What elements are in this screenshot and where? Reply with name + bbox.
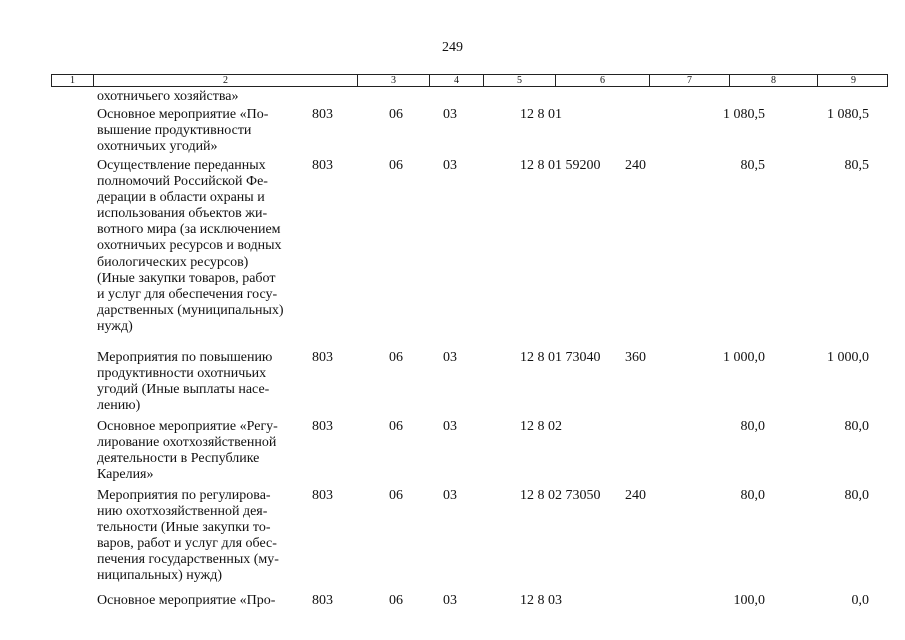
cell-subsection: 03 bbox=[443, 488, 457, 503]
row-description: Мероприятия по повышению продуктивности охотничьих угодий (Иные выплаты насе- лению) bbox=[97, 350, 273, 414]
cell-ministry-code: 803 bbox=[312, 419, 333, 434]
row-description: Мероприятия по регулирова- нию охотхозяйственной дея- тельности (Иные закупки то- варов, работ и услуг для обес- печения государственных (му- ниципальных) нужд) bbox=[97, 488, 279, 584]
cell-section: 06 bbox=[389, 350, 403, 365]
cell-ministry-code: 803 bbox=[312, 350, 333, 365]
cell-target-article: 12 8 02 73050 bbox=[520, 488, 601, 503]
cell-amount-col9: 0,0 bbox=[851, 593, 869, 608]
row-description: Осуществление переданных полномочий Российской Фе- дерации в области охраны и использования объектов жи- вотного мира (за исключением охотничьих ресурсов и водных биологических ресурсов) (Иные закупки товаров, работ и услуг для обеспечения госу- дарственных (муниципальных) нужд) bbox=[97, 158, 284, 334]
cell-subsection: 03 bbox=[443, 107, 457, 122]
row-description: Основное мероприятие «Регу- лирование охотхозяйственной деятельности в Республике Карелия» bbox=[97, 419, 278, 483]
cell-section: 06 bbox=[389, 107, 403, 122]
column-header-1: 1 bbox=[52, 75, 94, 86]
cell-subsection: 03 bbox=[443, 350, 457, 365]
cell-amount-col8: 80,0 bbox=[740, 488, 765, 503]
cell-section: 06 bbox=[389, 158, 403, 173]
column-header-2: 2 bbox=[94, 75, 358, 86]
cell-amount-col8: 100,0 bbox=[733, 593, 765, 608]
cell-amount-col8: 1 000,0 bbox=[723, 350, 765, 365]
cell-ministry-code: 803 bbox=[312, 158, 333, 173]
cell-expense-type: 240 bbox=[625, 158, 646, 173]
cell-target-article: 12 8 02 bbox=[520, 419, 562, 434]
column-header-6: 6 bbox=[556, 75, 650, 86]
row-description: Основное мероприятие «Про- bbox=[97, 593, 276, 608]
cell-target-article: 12 8 01 73040 bbox=[520, 350, 601, 365]
cell-amount-col9: 80,0 bbox=[844, 488, 869, 503]
cell-subsection: 03 bbox=[443, 419, 457, 434]
column-header-9: 9 bbox=[851, 75, 856, 86]
cell-expense-type: 240 bbox=[625, 488, 646, 503]
cell-target-article: 12 8 01 59200 bbox=[520, 158, 601, 173]
cell-amount-col9: 80,0 bbox=[844, 419, 869, 434]
table-column-header bbox=[51, 74, 888, 87]
cell-ministry-code: 803 bbox=[312, 593, 333, 608]
cell-amount-col9: 80,5 bbox=[844, 158, 869, 173]
cell-target-article: 12 8 03 bbox=[520, 593, 562, 608]
column-header-7: 7 bbox=[650, 75, 730, 86]
cell-amount-col8: 80,5 bbox=[740, 158, 765, 173]
cell-ministry-code: 803 bbox=[312, 107, 333, 122]
cell-ministry-code: 803 bbox=[312, 488, 333, 503]
cell-amount-col8: 1 080,5 bbox=[723, 107, 765, 122]
page-number: 249 bbox=[442, 40, 463, 55]
cell-target-article: 12 8 01 bbox=[520, 107, 562, 122]
cell-subsection: 03 bbox=[443, 158, 457, 173]
row-description: Основное мероприятие «По- вышение продуктивности охотничьих угодий» bbox=[97, 107, 269, 155]
cell-amount-col9: 1 000,0 bbox=[827, 350, 869, 365]
cell-section: 06 bbox=[389, 419, 403, 434]
cell-amount-col8: 80,0 bbox=[740, 419, 765, 434]
cell-section: 06 bbox=[389, 593, 403, 608]
column-header-3: 3 bbox=[358, 75, 430, 86]
continued-text: охотничьего хозяйства» bbox=[97, 89, 239, 104]
column-header-8: 8 bbox=[730, 75, 818, 86]
cell-expense-type: 360 bbox=[625, 350, 646, 365]
cell-subsection: 03 bbox=[443, 593, 457, 608]
column-header-5: 5 bbox=[484, 75, 556, 86]
cell-section: 06 bbox=[389, 488, 403, 503]
cell-amount-col9: 1 080,5 bbox=[827, 107, 869, 122]
column-header-4: 4 bbox=[430, 75, 484, 86]
